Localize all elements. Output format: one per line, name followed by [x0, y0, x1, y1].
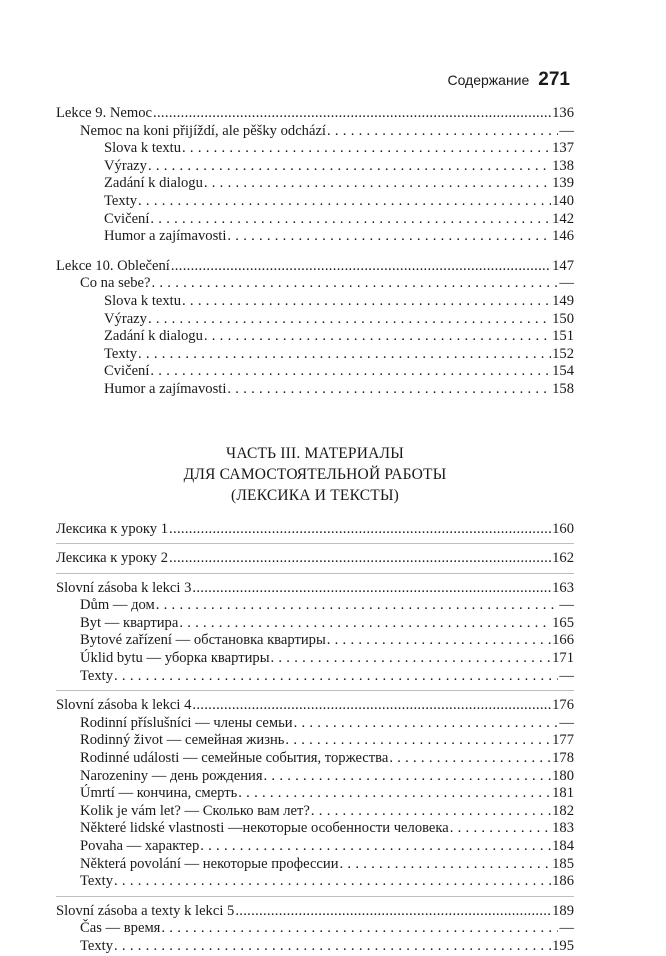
- toc-entry[interactable]: [56, 193, 574, 211]
- toc-entry-page: 182: [552, 802, 574, 819]
- toc-entry-title: Slova k textu: [104, 292, 182, 309]
- leader-dots: [227, 381, 551, 399]
- divider: [56, 896, 574, 897]
- toc-entry[interactable]: [56, 158, 574, 176]
- toc-entry-page: 163: [552, 579, 574, 596]
- toc-entry-vocab-4[interactable]: [56, 697, 574, 715]
- toc-entry[interactable]: [56, 311, 574, 329]
- toc-entry-title: Zadání k dialogu: [104, 175, 203, 192]
- leader-dots: [294, 715, 559, 733]
- toc-entry-page: 142: [552, 210, 574, 227]
- leader-dots: [114, 938, 551, 956]
- toc-entry[interactable]: [56, 275, 574, 293]
- toc-entry-page: 151: [552, 328, 574, 345]
- toc-entry-page: —: [559, 122, 574, 139]
- leader-dots: [169, 521, 551, 539]
- toc-entry-lesson-9[interactable]: [56, 105, 574, 123]
- toc-entry-title: Některé lidské vlastnosti —некоторые особенности человека: [80, 820, 449, 837]
- toc-entry-title: Cvičení: [104, 210, 150, 227]
- toc-entry-page: 152: [552, 345, 574, 362]
- toc-entry-page: 147: [552, 257, 574, 274]
- leader-dots: [150, 363, 551, 381]
- toc-entry-title: Rodinní příslušníci — члены семьи: [80, 714, 293, 731]
- toc-entry-title: Výrazy: [104, 310, 147, 327]
- toc-entry[interactable]: [56, 615, 574, 633]
- toc-entry[interactable]: [56, 873, 574, 891]
- toc-entry-title: Texty: [104, 345, 138, 362]
- toc-entry[interactable]: [56, 768, 574, 786]
- toc-entry-page: 195: [552, 937, 574, 954]
- toc-entry-title: Humor a zajímavosti: [104, 380, 227, 397]
- toc-entry-title: Výrazy: [104, 157, 147, 174]
- toc-entry[interactable]: [56, 363, 574, 381]
- divider: [56, 573, 574, 574]
- part-heading-line: ЧАСТЬ III. МАТЕРИАЛЫ: [226, 444, 404, 462]
- toc-entry-page: 180: [552, 767, 574, 784]
- leader-dots: [264, 768, 552, 786]
- leader-dots: [152, 275, 559, 293]
- toc-entry-page: 166: [552, 632, 574, 649]
- leader-dots: [138, 346, 551, 364]
- toc-entry-page: 154: [552, 363, 574, 380]
- toc-entry-page: 150: [552, 310, 574, 327]
- toc-entry-page: 136: [552, 105, 574, 121]
- leader-dots: [227, 228, 551, 246]
- toc-entry[interactable]: [56, 750, 574, 768]
- running-head-title: Содержание: [447, 72, 530, 88]
- toc-entry-page: 178: [552, 750, 574, 767]
- toc-entry-title: Úmrtí — кончина, смерть: [80, 785, 238, 802]
- toc-entry-title: Lekce 10. Oblečení: [56, 257, 170, 274]
- leader-dots: [450, 820, 551, 838]
- part-heading-line: (ЛЕКСИКА И ТЕКСТЫ): [230, 486, 400, 504]
- toc-entry[interactable]: [56, 597, 574, 615]
- toc-entry-lexicon-2[interactable]: [56, 550, 574, 568]
- leader-dots: [148, 311, 551, 329]
- toc-entry-title: Slovní zásoba a texty k lekci 5: [56, 902, 235, 919]
- toc-entry-page: —: [559, 920, 574, 937]
- toc-entry-title: Лексика к уроку 2: [56, 550, 169, 567]
- leader-dots: [200, 838, 551, 856]
- toc-entry[interactable]: [56, 140, 574, 158]
- toc-entry[interactable]: [56, 293, 574, 311]
- leader-dots: [171, 258, 551, 276]
- leader-dots: [114, 873, 551, 891]
- leader-dots: [192, 580, 551, 598]
- toc-entry-page: —: [559, 667, 574, 684]
- leader-dots: [285, 732, 551, 750]
- toc-entry[interactable]: [56, 856, 574, 874]
- toc-entry-page: 186: [552, 873, 574, 890]
- toc-entry-page: 138: [552, 157, 574, 174]
- toc-entry-title: Co na sebe?: [80, 275, 151, 292]
- leader-dots: [156, 597, 559, 615]
- toc-entry-page: 184: [552, 838, 574, 854]
- toc-entry-title: Dům — дом: [80, 597, 155, 614]
- toc-entry-title: Byt — квартира: [80, 614, 179, 631]
- leader-dots: [179, 615, 551, 633]
- toc-entry-title: Narozeniny — день рождения: [80, 767, 263, 784]
- toc-entry-title: Některá povolání — некоторые профессии: [80, 855, 339, 872]
- toc-entry-page: 165: [552, 614, 574, 631]
- leader-dots: [235, 903, 551, 921]
- leader-dots: [138, 193, 551, 211]
- leader-dots: [327, 632, 551, 650]
- toc-entry-page: 189: [552, 902, 574, 919]
- toc-entry-page: 140: [552, 192, 574, 209]
- leader-dots: [161, 920, 558, 938]
- toc-entry[interactable]: [56, 175, 574, 193]
- leader-dots: [114, 668, 558, 686]
- toc-entry-title: Rodinný život — семейная жизнь: [80, 732, 285, 749]
- toc-entry[interactable]: [56, 632, 574, 650]
- leader-dots: [169, 550, 551, 568]
- leader-dots: [204, 328, 551, 346]
- toc-entry-title: Zadání k dialogu: [104, 328, 203, 345]
- toc-entry-page: —: [559, 714, 574, 731]
- toc-entry[interactable]: [56, 785, 574, 803]
- toc-entry-title: Čas — время: [80, 920, 161, 937]
- toc-entry[interactable]: [56, 328, 574, 346]
- leader-dots: [311, 803, 551, 821]
- toc-entry-page: 139: [552, 175, 574, 192]
- toc-entry-vocab-5[interactable]: [56, 903, 574, 921]
- divider: [56, 690, 574, 691]
- leader-dots: [148, 158, 551, 176]
- toc-entry-title: Nemoc na koni přijíždí, ale pěšky odchází: [80, 122, 326, 139]
- toc-entry-page: 149: [552, 292, 574, 309]
- toc-entry-page: 162: [552, 550, 574, 567]
- leader-dots: [204, 175, 551, 193]
- toc-entry[interactable]: [56, 732, 574, 750]
- toc-entry-page: 146: [552, 228, 574, 245]
- leader-dots: [271, 650, 552, 668]
- toc-entry-lexicon-1[interactable]: [56, 521, 574, 539]
- toc-entry-page: 181: [552, 785, 574, 802]
- toc-entry-vocab-3[interactable]: [56, 580, 574, 598]
- leader-dots: [182, 293, 551, 311]
- divider: [56, 543, 574, 544]
- leader-dots: [389, 750, 551, 768]
- toc-entry-page: 137: [552, 140, 574, 157]
- leader-dots: [238, 785, 551, 803]
- toc-entry[interactable]: [56, 715, 574, 733]
- toc-entry-title: Texty: [80, 873, 114, 890]
- toc-entry-title: Texty: [104, 192, 138, 209]
- toc-entry-title: Úklid bytu — уборка квартиры: [80, 650, 270, 667]
- toc-entry-title: Texty: [80, 937, 114, 954]
- leader-dots: [182, 140, 551, 158]
- toc-entry-page: 185: [552, 855, 574, 872]
- toc-entry-title: Povaha — характер: [80, 838, 200, 854]
- toc-entry[interactable]: [56, 938, 574, 956]
- toc-entry[interactable]: [56, 668, 574, 686]
- toc-entry[interactable]: [56, 381, 574, 399]
- toc-entry-title: Bytové zařízení — обстановка квартиры: [80, 632, 326, 649]
- leader-dots: [153, 105, 551, 123]
- part-heading-line: ДЛЯ САМОСТОЯТЕЛЬНОЙ РАБОТЫ: [183, 465, 447, 483]
- toc-entry[interactable]: [56, 650, 574, 668]
- running-head: [447, 69, 570, 91]
- toc-entry[interactable]: [56, 346, 574, 364]
- leader-dots: [150, 211, 551, 229]
- toc-entry-title: Texty: [80, 667, 114, 684]
- toc-entry-lesson-10[interactable]: [56, 258, 574, 276]
- toc-entry-title: Rodinné události — семейные события, торжества: [80, 750, 389, 767]
- part-heading: [56, 443, 574, 506]
- toc-entry-title: Slovní zásoba k lekci 3: [56, 579, 192, 596]
- leader-dots: [340, 856, 552, 874]
- toc-entry[interactable]: [56, 838, 574, 856]
- toc-entry-title: Cvičení: [104, 363, 150, 380]
- toc-entry-title: Humor a zajímavosti: [104, 228, 227, 245]
- toc-entry[interactable]: [56, 820, 574, 838]
- table-of-contents: [56, 105, 574, 956]
- toc-entry[interactable]: [56, 920, 574, 938]
- toc-entry-page: —: [559, 275, 574, 292]
- page-number: 271: [538, 69, 570, 90]
- toc-entry[interactable]: [56, 228, 574, 246]
- toc-entry-page: 158: [552, 380, 574, 397]
- toc-entry-page: 183: [552, 820, 574, 837]
- toc-entry[interactable]: [56, 123, 574, 141]
- toc-entry-title: Лексика к уроку 1: [56, 520, 169, 537]
- toc-entry[interactable]: [56, 211, 574, 229]
- toc-entry-page: 177: [552, 732, 574, 749]
- toc-entry-page: 171: [552, 650, 574, 667]
- toc-entry-page: 160: [552, 520, 574, 537]
- toc-entry[interactable]: [56, 803, 574, 821]
- toc-entry-title: Lekce 9. Nemoc: [56, 105, 153, 121]
- toc-entry-page: 176: [552, 697, 574, 714]
- leader-dots: [327, 123, 558, 141]
- toc-entry-title: Kolik je vám let? — Сколько вам лет?: [80, 802, 310, 819]
- toc-entry-title: Slovní zásoba k lekci 4: [56, 697, 192, 714]
- toc-entry-page: —: [559, 597, 574, 614]
- toc-entry-title: Slova k textu: [104, 140, 182, 157]
- leader-dots: [192, 697, 551, 715]
